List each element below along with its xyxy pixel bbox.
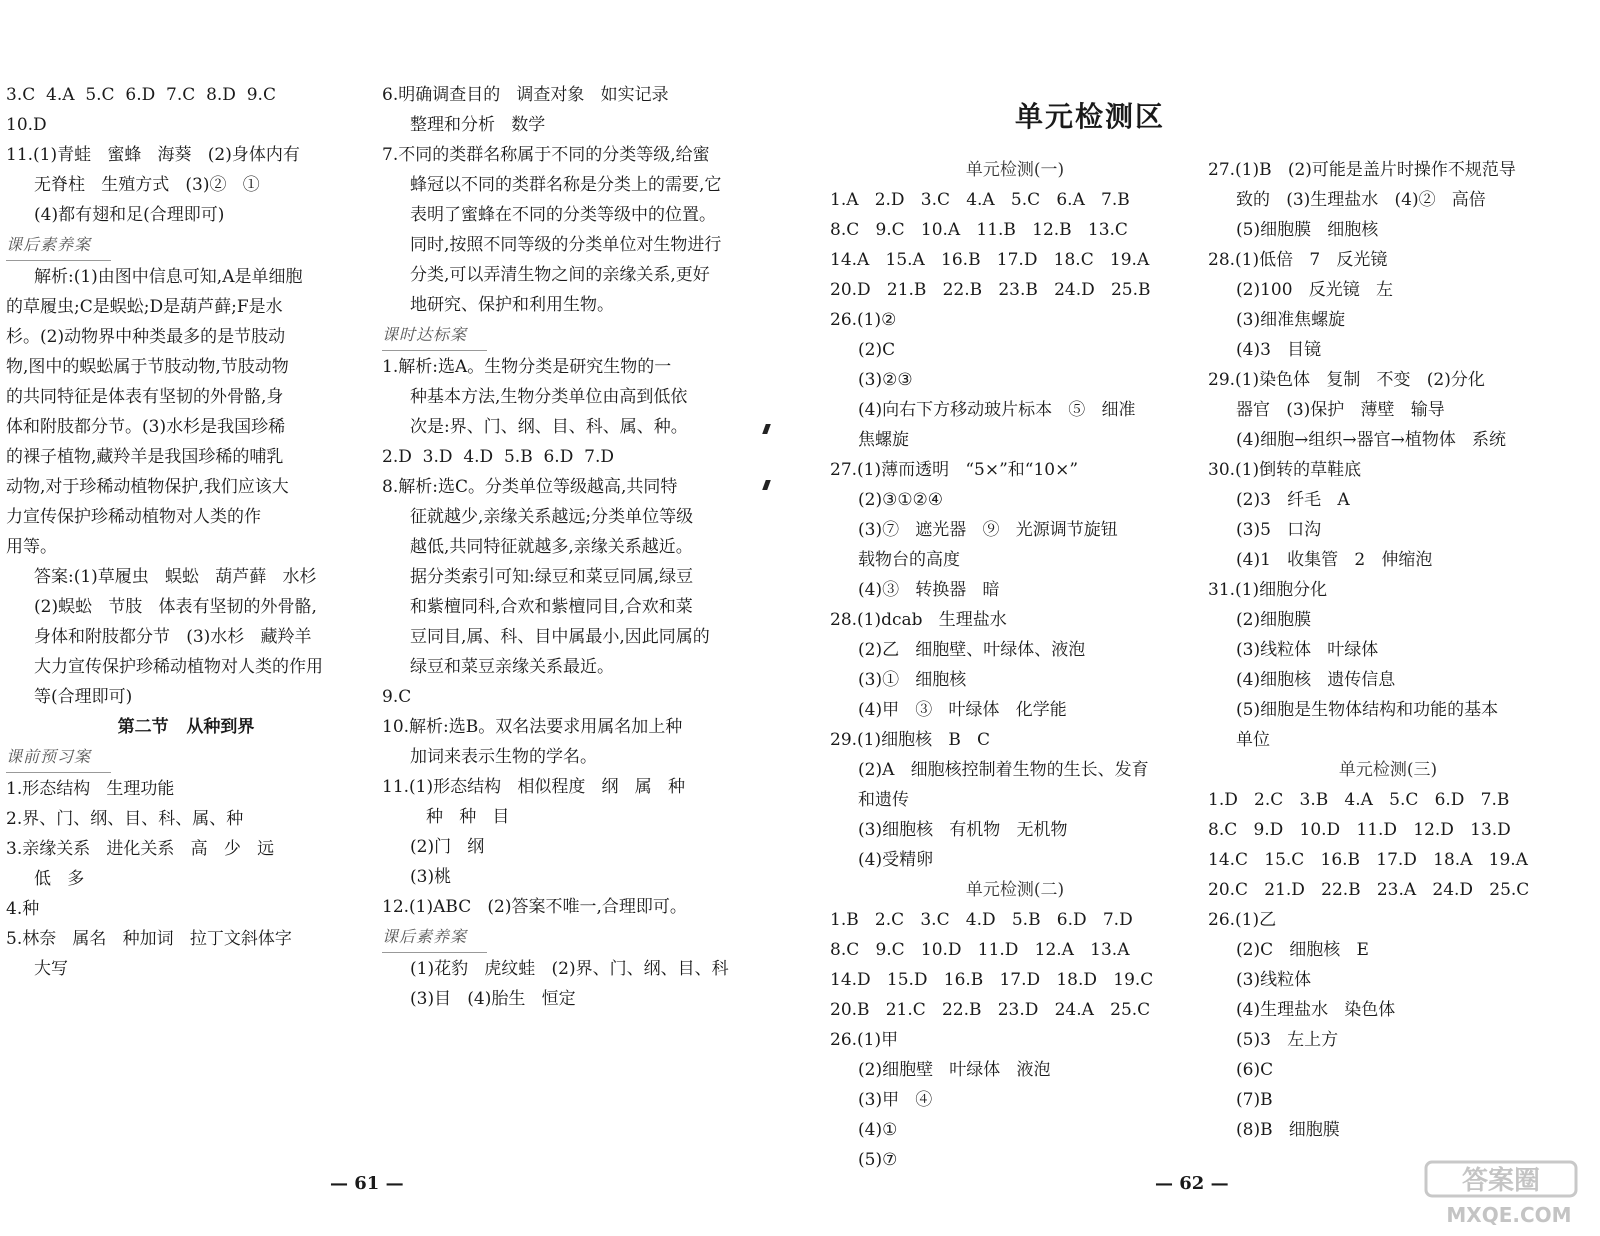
answer-line: 2.界、门、纲、目、科、属、种 (6, 809, 244, 829)
answer-line: 次是:界、门、纲、目、科、属、种。 (410, 417, 688, 437)
section-label-wrap (382, 922, 742, 954)
section-label-wrap (6, 230, 366, 262)
unit-test-title: 单元检测(三) (1338, 760, 1438, 780)
answer-line: 种 种 目 (426, 807, 510, 827)
answer-line: 1.B 2.C 3.C 4.D 5.B 6.D 7.D (830, 910, 1133, 930)
page-number: — 61 — (330, 1173, 404, 1194)
left-page-column-2 (382, 80, 742, 1014)
answer-line: 动物,对于珍稀动植物保护,我们应该大 (6, 477, 289, 497)
answer-line: 11.(1)形态结构 相似程度 纲 属 种 (382, 777, 685, 797)
answer-line: (5)细胞是生物体结构和功能的基本 (1236, 700, 1499, 720)
answer-line: 5.林奈 属名 种加词 拉丁文斜体字 (6, 929, 292, 949)
answer-line: 器官 (3)保护 薄壁 输导 (1236, 400, 1445, 420)
answer-line: 和遗传 (858, 790, 909, 810)
answer-line: 30.(1)倒转的草鞋底 (1208, 460, 1362, 480)
answer-line: 大力宣传保护珍稀动植物对人类的作用 (34, 657, 323, 677)
answer-line: (3)① 细胞核 (858, 670, 967, 690)
answer-line: 分类,可以弄清生物之间的亲缘关系,更好 (410, 265, 710, 285)
section-label: 课前预习案 (6, 742, 111, 773)
watermark-url: MXQE.COM (1446, 1203, 1572, 1227)
answer-line: 整理和分析 数学 (410, 115, 546, 135)
answer-line: 26.(1)乙 (1208, 910, 1277, 930)
answer-line: 解析:(1)由图中信息可知,A是单细胞 (34, 267, 303, 287)
answer-line: (7)B (1236, 1090, 1273, 1110)
answer-line: 14.A 15.A 16.B 17.D 18.C 19.A (830, 250, 1150, 270)
answer-line: (3)5 口沟 (1236, 520, 1322, 540)
answer-line: (3)⑦ 遮光器 ⑨ 光源调节旋钮 (858, 520, 1118, 540)
answer-line: 地研究、保护和利用生物。 (410, 295, 614, 315)
answer-line: 1.D 2.C 3.B 4.A 5.C 6.D 7.B (1208, 790, 1510, 810)
answer-line: (4)生理盐水 染色体 (1236, 1000, 1396, 1020)
answer-line: 9.C (382, 687, 412, 707)
answer-line: (2)A 细胞核控制着生物的生长、发育 (858, 760, 1149, 780)
answer-line: (8)B 细胞膜 (1236, 1120, 1340, 1140)
answer-line: 用等。 (6, 537, 57, 557)
answer-line: 蜂冠以不同的类群名称是分类上的需要,它 (410, 175, 722, 195)
answer-line: 等(合理即可) (34, 687, 133, 707)
answer-line: (2)细胞壁 叶绿体 液泡 (858, 1060, 1051, 1080)
answer-line: (3)甲 ④ (858, 1090, 933, 1110)
answer-line: 28.(1)dcab 生理盐水 (830, 610, 1007, 630)
answer-line: 10.解析:选B。双名法要求用属名加上种 (382, 717, 683, 737)
answer-line: 无脊柱 生殖方式 (3)② ① (34, 175, 260, 195)
answer-line: 8.C 9.C 10.D 11.D 12.A 13.A (830, 940, 1130, 960)
answer-line: (3)②③ (858, 370, 913, 390)
answer-line: (4)向右下方移动玻片标本 ⑤ 细准 (858, 400, 1136, 420)
answer-line: 身体和附肢都分节 (3)水杉 藏羚羊 (34, 627, 312, 647)
right-page-column-2 (1208, 155, 1568, 1145)
answer-line: 27.(1)薄而透明 “5×”和“10×” (830, 460, 1079, 480)
answer-line: (3)细准焦螺旋 (1236, 310, 1346, 330)
answer-line: 体和附肢都分节。(3)水杉是我国珍稀 (6, 417, 286, 437)
answer-line: 31.(1)细胞分化 (1208, 580, 1328, 600)
answer-line: 单位 (1236, 730, 1270, 750)
answer-line: 1.解析:选A。生物分类是研究生物的一 (382, 357, 672, 377)
answer-line: 26.(1)② (830, 310, 897, 330)
answer-line: (4)3 目镜 (1236, 340, 1322, 360)
answer-line: 焦螺旋 (858, 430, 909, 450)
answer-line: (5)细胞膜 细胞核 (1236, 220, 1379, 240)
section-label: 课后素养案 (6, 230, 111, 261)
right-page (800, 0, 1600, 1236)
answer-line: 3.亲缘关系 进化关系 高 少 远 (6, 839, 275, 859)
answer-line: 1.A 2.D 3.C 4.A 5.C 6.A 7.B (830, 190, 1130, 210)
answer-line: (2)蜈蚣 节肢 体表有坚韧的外骨骼, (34, 597, 317, 617)
answer-line: (4)① (858, 1120, 898, 1140)
answer-line: 2.D 3.D 4.D 5.B 6.D 7.D (382, 447, 614, 467)
answer-line: 8.C 9.D 10.D 11.D 12.D 13.D (1208, 820, 1511, 840)
section-label: 课后素养案 (382, 922, 487, 953)
answer-line: 和紫檀同科,合欢和紫檀同目,合欢和菜 (410, 597, 693, 617)
answer-line: (6)C (1236, 1060, 1274, 1080)
answer-line: 豆同目,属、科、目中属最小,因此同属的 (410, 627, 710, 647)
answer-line: (2)乙 细胞壁、叶绿体、液泡 (858, 640, 1086, 660)
answer-line: 低 多 (34, 869, 85, 889)
answer-line: (4)③ 转换器 暗 (858, 580, 1000, 600)
right-page-column-1 (830, 155, 1200, 1175)
answer-line: 26.(1)甲 (830, 1030, 899, 1050)
section-label-wrap (6, 742, 366, 774)
watermark-text: 答案圈 (1461, 1166, 1541, 1196)
answer-line: 20.B 21.C 22.B 23.D 24.A 25.C (830, 1000, 1151, 1020)
answer-line: 11.(1)青蛙 蜜蜂 海葵 (2)身体内有 (6, 145, 300, 165)
answer-line: (4)细胞→组织→器官→植物体 系统 (1236, 430, 1507, 450)
answer-line: 表明了蜜蜂在不同的分类等级中的位置。 (410, 205, 716, 225)
answer-line: (2)C (858, 340, 896, 360)
answer-line: 28.(1)低倍 7 反光镜 (1208, 250, 1388, 270)
answer-line: 加词来表示生物的学名。 (410, 747, 597, 767)
answer-line: 3.C 4.A 5.C 6.D 7.C 8.D 9.C (6, 85, 276, 105)
answer-line: 据分类索引可知:绿豆和菜豆同属,绿豆 (410, 567, 694, 587)
answer-line: (3)目 (4)胎生 恒定 (410, 989, 576, 1009)
answer-line: (2)C 细胞核 E (1236, 940, 1369, 960)
answer-line: 14.C 15.C 16.B 17.D 18.A 19.A (1208, 850, 1528, 870)
answer-line: 1.形态结构 生理功能 (6, 779, 175, 799)
answer-line: 4.种 (6, 899, 40, 919)
answer-line: (3)线粒体 叶绿体 (1236, 640, 1379, 660)
answer-line: 14.D 15.D 16.B 17.D 18.D 19.C (830, 970, 1154, 990)
left-page-column-1 (6, 80, 366, 984)
answer-line: 8.解析:选C。分类单位等级越高,共同特 (382, 477, 678, 497)
answer-line: 7.不同的类群名称属于不同的分类等级,给蜜 (382, 145, 710, 165)
answer-line: (2)100 反光镜 左 (1236, 280, 1393, 300)
answer-line: (2)门 纲 (410, 837, 485, 857)
answer-line: 答案:(1)草履虫 蜈蚣 葫芦藓 水杉 (34, 567, 317, 587)
answer-line: (4)都有翅和足(合理即可) (34, 205, 225, 225)
answer-line: 同时,按照不同等级的分类单位对生物进行 (410, 235, 722, 255)
answer-line: (3)桃 (410, 867, 452, 887)
answer-line: (5)⑦ (858, 1150, 898, 1170)
answer-line: 29.(1)细胞核 B C (830, 730, 991, 750)
answer-line: 杉。(2)动物界中种类最多的是节肢动 (6, 327, 286, 347)
margin-mark (762, 480, 771, 490)
answer-line: (2)③①②④ (858, 490, 944, 510)
margin-mark (762, 424, 771, 434)
answer-line: 载物台的高度 (858, 550, 960, 570)
answer-line: 大写 (34, 959, 68, 979)
answer-line: 的草履虫;C是蜈蚣;D是葫芦藓;F是水 (6, 297, 283, 317)
answer-line: 10.D (6, 115, 47, 135)
unit-test-title: 单元检测(一) (965, 160, 1065, 180)
answer-line: 20.D 21.B 22.B 23.B 24.D 25.B (830, 280, 1151, 300)
answer-line: 力宣传保护珍稀动植物对人类的作 (6, 507, 261, 527)
answer-line: (3)细胞核 有机物 无机物 (858, 820, 1068, 840)
answer-line: 8.C 9.C 10.A 11.B 12.B 13.C (830, 220, 1128, 240)
answer-line: 越低,共同特征就越多,亲缘关系越近。 (410, 537, 693, 557)
answer-line: 的裸子植物,藏羚羊是我国珍稀的哺乳 (6, 447, 284, 467)
answer-line: 6.明确调查目的 调查对象 如实记录 (382, 85, 669, 105)
answer-line: (2)细胞膜 (1236, 610, 1312, 630)
answer-line: 种基本方法,生物分类单位由高到低依 (410, 387, 688, 407)
answer-line: 27.(1)B (2)可能是盖片时操作不规范导 (1208, 160, 1516, 180)
answer-line: 29.(1)染色体 复制 不变 (2)分化 (1208, 370, 1485, 390)
subsection-title: 第二节 从种到界 (117, 717, 255, 737)
answer-line: 20.C 21.D 22.B 23.A 24.D 25.C (1208, 880, 1530, 900)
answer-line: (1)花豹 虎纹蛙 (2)界、门、纲、目、科 (410, 959, 729, 979)
answer-line: 的共同特征是体表有坚韧的外骨骼,身 (6, 387, 284, 407)
section-label: 课时达标案 (382, 320, 487, 351)
section-heading: 单元检测区 (1015, 100, 1166, 133)
answer-line: 征就越少,亲缘关系越远;分类单位等级 (410, 507, 694, 527)
answer-line: 物,图中的蜈蚣属于节肢动物,节肢动物 (6, 357, 289, 377)
answer-line: (3)线粒体 (1236, 970, 1312, 990)
answer-line: 绿豆和菜豆亲缘关系最近。 (410, 657, 614, 677)
answer-line: (4)受精卵 (858, 850, 934, 870)
answer-line: (4)1 收集管 2 伸缩泡 (1236, 550, 1433, 570)
answer-line: (4)细胞核 遗传信息 (1236, 670, 1396, 690)
answer-line: (4)甲 ③ 叶绿体 化学能 (858, 700, 1067, 720)
answer-line: (2)3 纤毛 A (1236, 490, 1350, 510)
answer-line: (5)3 左上方 (1236, 1030, 1339, 1050)
watermark-logo (1424, 1160, 1594, 1228)
page-number: — 62 — (1155, 1173, 1229, 1194)
section-label-wrap (382, 320, 742, 352)
answer-line: 12.(1)ABC (2)答案不唯一,合理即可。 (382, 897, 687, 917)
answer-line: 致的 (3)生理盐水 (4)② 高倍 (1236, 190, 1486, 210)
unit-test-title: 单元检测(二) (965, 880, 1065, 900)
